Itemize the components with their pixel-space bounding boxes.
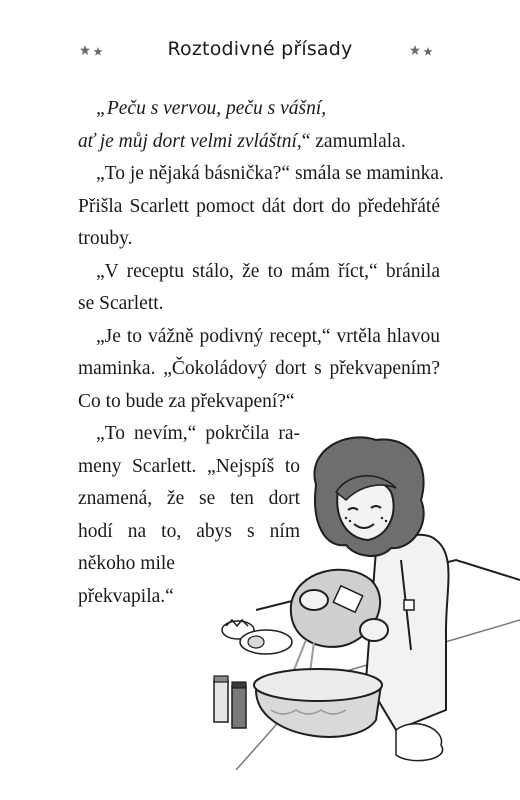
text-line: Přišla Scarlett pomoct dát dort do předehřáté [78, 195, 440, 217]
text-line: meny Scarlett. „Nejspíš to [78, 455, 300, 477]
text-line: „Peču s vervou, peču s vášní, [96, 98, 327, 119]
text-line: Co to bude za překvapení?“ [78, 390, 295, 412]
page-title: Roztodivné přísady [167, 38, 353, 60]
text-line: „To je nějaká básnička?“ smála se maminka. [96, 163, 444, 184]
text-line: někoho mile [78, 553, 175, 574]
text-line: maminka. „Čokoládový dort s překvapením? [78, 358, 440, 379]
text-line: ať je můj dort velmi zvláštní,“ zamumlala. [78, 130, 406, 152]
text-line: „V receptu stálo, že to mám říct,“ bránila [96, 260, 440, 282]
text-line: překvapila.“ [78, 585, 174, 607]
text-line: „Je to vážně podivný recept,“ vrtěla hlavou [96, 325, 440, 347]
stars-icon [410, 45, 434, 57]
text-line: „To nevím,“ pokrčila ra- [96, 423, 300, 444]
text-line: trouby. [78, 228, 133, 249]
girl-baking-illustration [196, 430, 520, 775]
running-header [0, 38, 520, 66]
text-line: znamená, že se ten dort [78, 488, 300, 509]
text-line: se Scarlett. [78, 293, 164, 314]
text-line: hodí na to, abys s ním [78, 520, 300, 542]
